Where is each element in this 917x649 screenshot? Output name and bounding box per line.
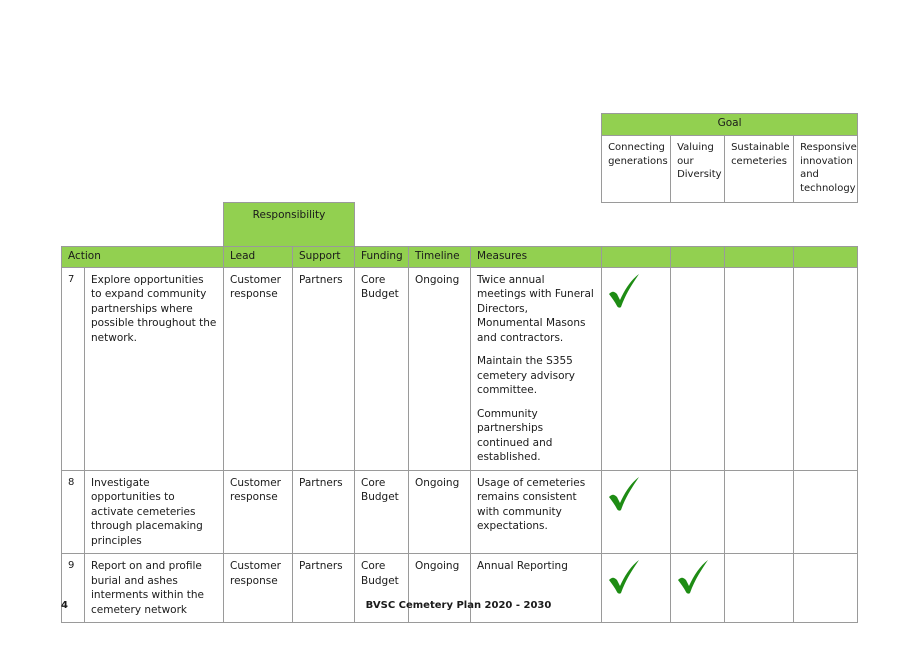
- goal-valuing-diversity: Valuing our Diversity: [671, 136, 725, 203]
- measure-item: Usage of cemeteries remains consistent with community expectations.: [477, 476, 586, 533]
- checkmark-icon: [608, 476, 640, 512]
- row-timeline: Ongoing: [409, 554, 471, 623]
- row-timeline: Ongoing: [409, 268, 471, 471]
- checkmark-icon: [677, 559, 709, 595]
- goal-cell: [725, 554, 794, 623]
- goal-cell: [671, 470, 725, 553]
- goal-cell: [794, 470, 858, 553]
- goal-sustainable-cemeteries: Sustainable cemeteries: [725, 136, 794, 203]
- measure-item: Maintain the S355 cemetery advisory committee.: [477, 355, 576, 397]
- measure-item: Twice annual meetings with Funeral Directors, Monumental Masons and contractors.: [477, 274, 594, 344]
- row-measures: [471, 470, 602, 553]
- checkmark-icon: [608, 559, 640, 595]
- goal-cell: [794, 554, 858, 623]
- row-number: 8: [62, 470, 85, 553]
- column-header-support: Support: [293, 247, 355, 268]
- row-lead: Customer response: [224, 268, 293, 471]
- row-number: 9: [62, 554, 85, 623]
- goal-header: Goal: [602, 114, 858, 136]
- row-support: Partners: [293, 470, 355, 553]
- goal-connecting-generations: Connecting generations: [602, 136, 671, 203]
- row-funding: Core Budget: [355, 470, 409, 553]
- goal-cell: [602, 470, 671, 553]
- goal-cell: [725, 470, 794, 553]
- row-timeline: Ongoing: [409, 470, 471, 553]
- measure-item: Community partnerships continued and established.: [477, 407, 553, 464]
- goal-cell: [671, 268, 725, 471]
- goal-cell: [671, 554, 725, 623]
- row-action: Explore opportunities to expand community partnerships where possible throughout the network.: [85, 268, 224, 471]
- goal-cell: [602, 268, 671, 471]
- column-header-action: Action: [62, 247, 224, 268]
- row-number: 7: [62, 268, 85, 471]
- action-plan-table: [61, 113, 858, 623]
- row-action: Report on and profile burial and ashes interments within the cemetery network: [85, 554, 224, 623]
- goal-cell: [602, 554, 671, 623]
- table-row: [62, 554, 858, 623]
- table-row: [62, 470, 858, 553]
- responsibility-header: Responsibility: [224, 203, 355, 247]
- row-lead: Customer response: [224, 470, 293, 553]
- column-header-measures: Measures: [471, 247, 602, 268]
- row-lead: Customer response: [224, 554, 293, 623]
- column-header-lead: Lead: [224, 247, 293, 268]
- page-number: 4: [61, 600, 68, 611]
- table-row: [62, 268, 858, 471]
- row-support: Partners: [293, 268, 355, 471]
- row-funding: Core Budget: [355, 554, 409, 623]
- goal-responsive-innovation: Responsive innovation and technology: [794, 136, 858, 203]
- row-action: Investigate opportunities to activate cemeteries through placemaking principles: [85, 470, 224, 553]
- row-support: Partners: [293, 554, 355, 623]
- column-header-funding: Funding: [355, 247, 409, 268]
- row-funding: Core Budget: [355, 268, 409, 471]
- footer-title: BVSC Cemetery Plan 2020 - 2030: [365, 600, 552, 611]
- goal-cell: [794, 268, 858, 471]
- column-header-timeline: Timeline: [409, 247, 471, 268]
- row-measures: [471, 268, 602, 471]
- checkmark-icon: [608, 273, 640, 309]
- goal-cell: [725, 268, 794, 471]
- measure-item: Annual Reporting: [477, 560, 568, 573]
- row-measures: [471, 554, 602, 623]
